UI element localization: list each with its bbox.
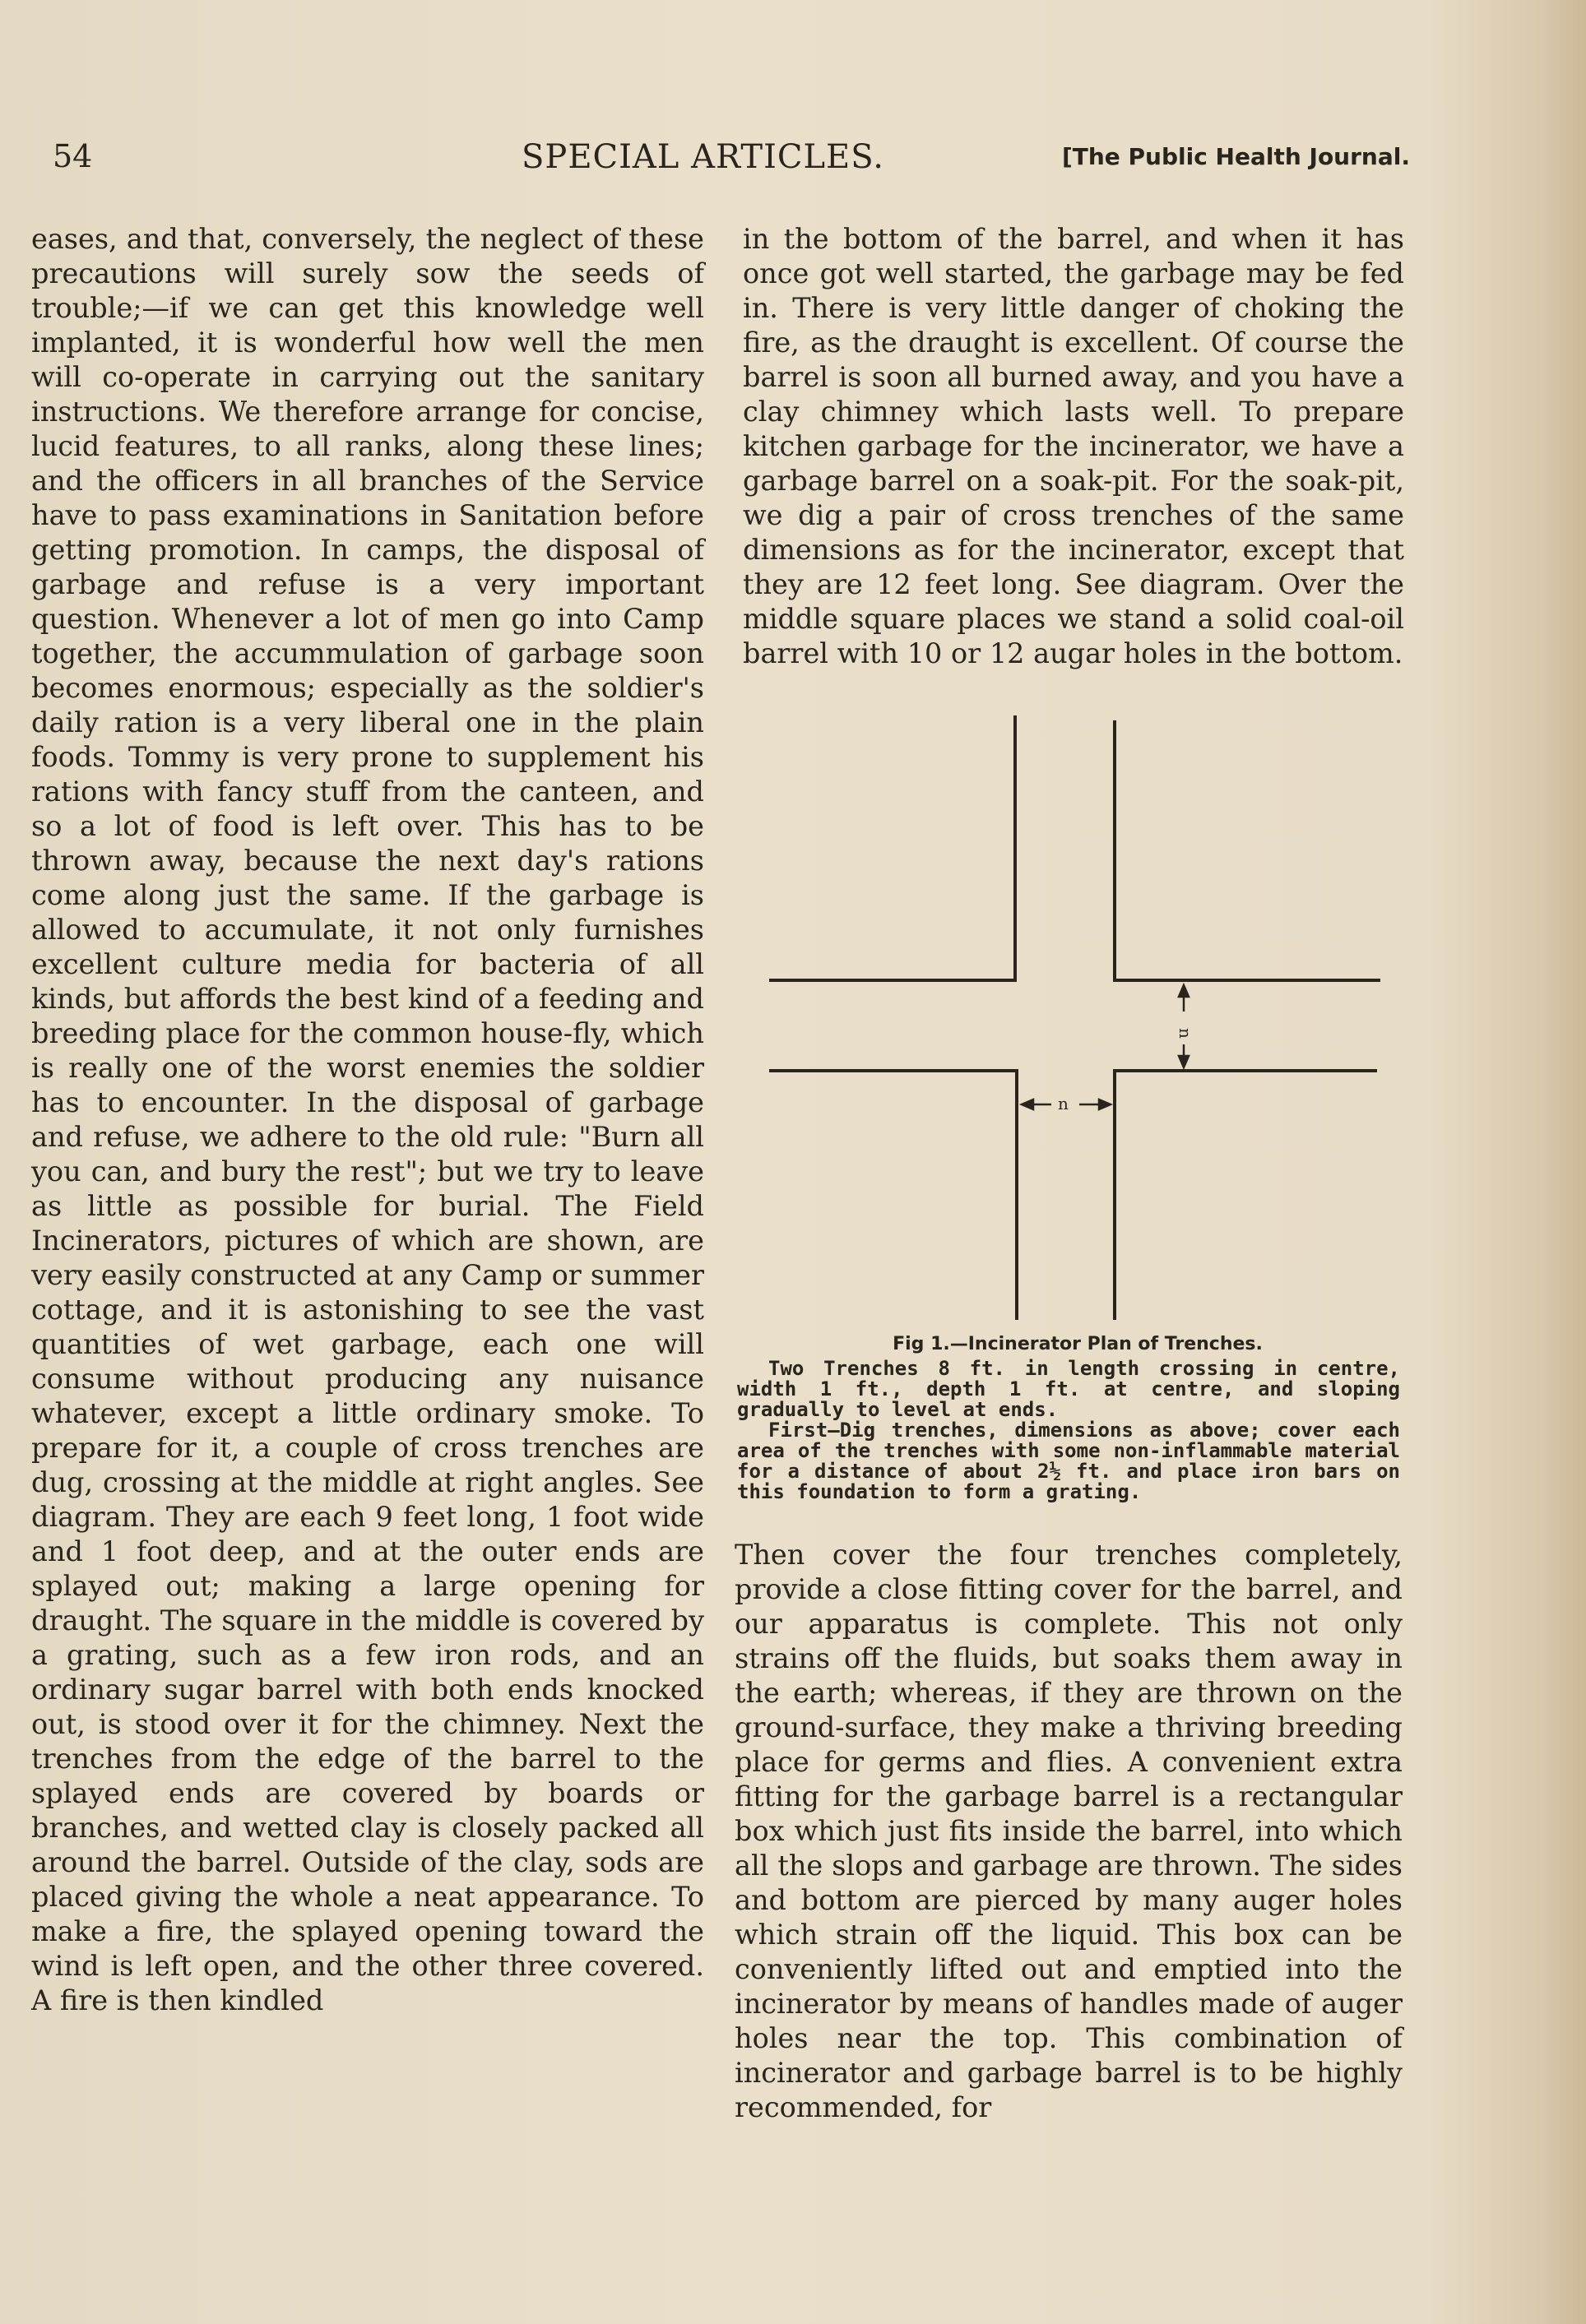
page-header [53, 138, 1410, 184]
trench-plan-figure [765, 715, 1390, 1354]
running-title: SPECIAL ARTICLES. [522, 138, 884, 176]
trench-edge-upper-left [769, 715, 1015, 980]
figure-caption: Fig 1.—Incinerator Plan of Trenches. [893, 1334, 1263, 1354]
trench-edge-lower-left [769, 1071, 1017, 1320]
trench-edge-lower-right [1115, 1071, 1377, 1320]
journal-name: [The Public Health Journal. [1061, 143, 1410, 170]
dimension-arrows [1022, 985, 1189, 1109]
figure-notes [737, 1359, 1400, 1502]
right-column-top-text: in the bottom of the barrel, and when it has once got well started, the garbage may be fed in. There is very little danger of choking the fire, as the draught is excellent. Of course the barrel is soon all burned away, and you have a clay chimney which lasts well. To prepare kitchen garbage for the incinerator, we have a garbage barrel on a soak-pit. For the soak-pit, we dig a pair of cross trenches of the same dimensions as for the incinerator, except that they are 12 feet long. See diagram. Over the middle square places we stand a solid coal-oil barrel with 10 or 12 augar holes in the bottom. [743, 223, 1404, 669]
vertical-dimension-label: n [1176, 1028, 1195, 1039]
left-column-text: eases, and that, conversely, the neglect of these precautions will surely sow the seeds of trouble;—if we can get this knowledge well implanted, it is wonderful how well the men will co-operate in carrying out the sanitary instructions. We therefore arrange for concise, lucid features, to all ranks, along these lines; and the officers in all branches of the Service have to pass examinations in Sanitation before getting promotion. In camps, the disposal of garbage and refuse is a very important question. Whenever a lot of men go into Camp together, the accummulation of garbage soon becomes enormous; especially as the soldier's daily ration is a very liberal one in the plain foods. Tommy is very prone to supplement his rations with fancy stuff from the canteen, and so a lot of food is left over. This has to be thrown away, because the next day's rations come along just the same. If the garbage is allowed to accumulate, it not only furnishes excellent culture media for bacteria of all kinds, but affords the best kind of a feeding and breeding place for the common house-fly, which is really one of the worst enemies the soldier has to encounter. In the disposal of garbage and refuse, we adhere to the old rule: "Burn all you can, and bury the rest"; but we try to leave as little as possible for burial. The Field Incinerators, pictures of which are shown, are very easily constructed at any Camp or summer cottage, and it is astonishing to see the vast quantities of wet garbage, each one will consume without producing any nuisance whatever, except a little ordinary smoke. To prepare for it, a couple of cross trenches are dug, crossing at the middle at right angles. See diagram. They are each 9 feet long, 1 foot wide and 1 foot deep, and at the outer ends are splayed out; making a large opening for draught. The square in the middle is covered by a grating, such as a few iron rods, and an ordinary sugar barrel with both ends knocked out, is stood over it for the chimney. Next the trenches from the edge of the barrel to the splayed ends are covered by boards or branches, and wetted clay is closely packed all around the barrel. Outside of the clay, sods are placed giving the whole a neat appearance. To make a fire, the splayed opening toward the wind is left open, and the other three covered. A fire is then kindled [31, 223, 704, 2016]
right-column-bottom-text: Then cover the four trenches completely, provide a close fitting cover for the barrel, and our apparatus is complete. This not only strains off the fluids, but soaks them away in the earth; whereas, if they are thrown on the ground-surface, they make a thriving breeding place for germs and flies. A convenient extra fitting for the garbage barrel is a rectangular box which just fits inside the barrel, into which all the slops and garbage are thrown. The sides and bottom are pierced by many auger holes which strain off the liquid. This box can be conveniently lifted out and emptied into the incinerator by means of handles made of auger holes near the top. This combination of incinerator and garbage barrel is to be highly recommended, for [735, 1539, 1403, 2123]
horizontal-dimension-label: n [1058, 1094, 1069, 1113]
trench-edge-upper-right [1115, 720, 1380, 980]
figure-note: Two Trenches 8 ft. in length crossing in centre, width 1 ft., depth 1 ft. at centre, and sloping gradually to level at ends. [737, 1357, 1400, 1421]
figure-note: First—Dig trenches, dimensions as above; cover each area of the trenches with some non-inflammable material for a distance of about 2½ ft. and place iron bars on this foundation to form a grating. [737, 1419, 1400, 1503]
right-column-bottom [735, 1538, 1403, 2125]
page-number: 54 [53, 138, 93, 174]
trench-plan-diagram [765, 715, 1390, 1324]
right-column-top [743, 222, 1404, 671]
left-column [31, 222, 704, 2018]
